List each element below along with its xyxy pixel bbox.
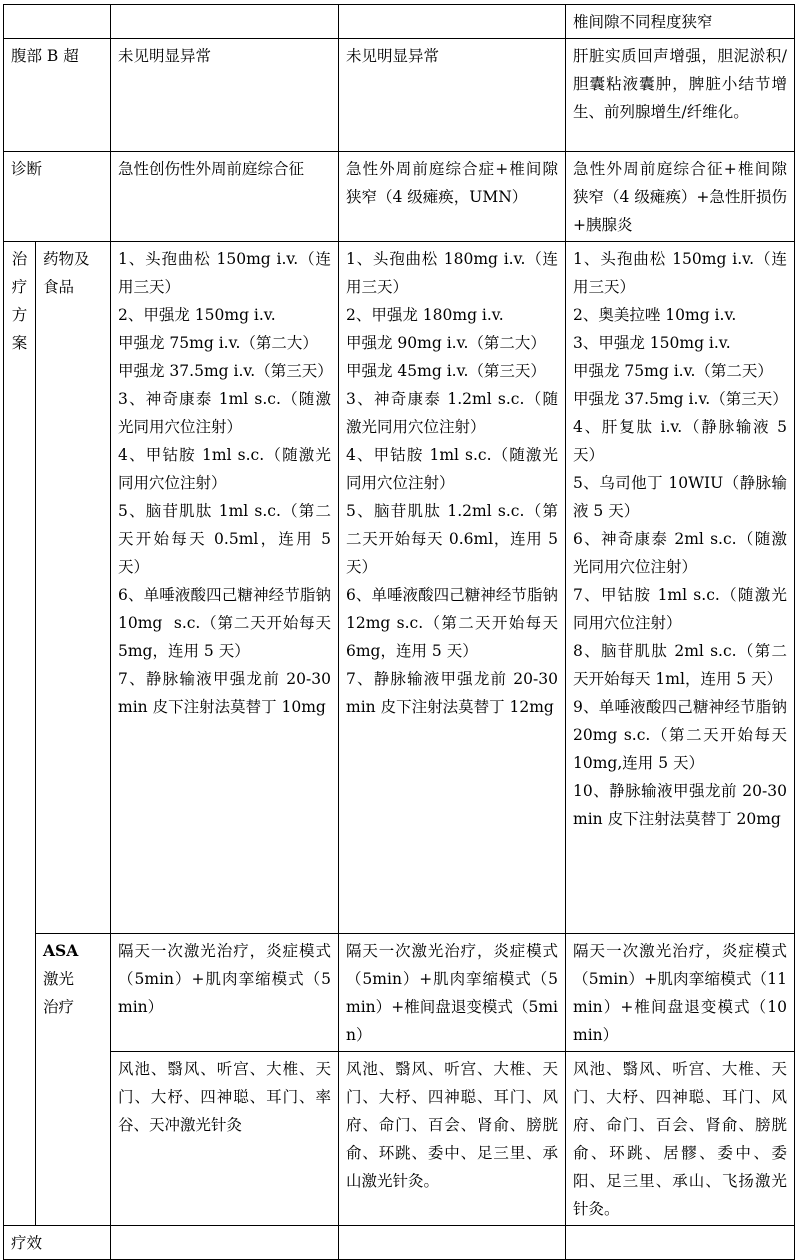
row-efficacy-label: 疗效: [4, 1226, 111, 1260]
table-row-ultrasound: [4, 39, 795, 152]
row-drugs-col1: [111, 242, 339, 934]
row-laser-label: [36, 934, 111, 1226]
drug-item: 2、奥美拉唑 10mg i.v.: [573, 306, 737, 324]
row-diagnosis-label: 诊断: [4, 152, 111, 242]
treatment-plan-label: [4, 242, 36, 1226]
drug-item: 6、单唾液酸四己糖神经节脂钠 10mg s.c.（第二天开始每天 5mg，连用 5 天）: [118, 586, 336, 660]
row-acupoints-col2: 风池、翳风、听宫、大椎、天门、大杼、四神聪、耳门、风府、命门、百会、肾俞、膀胱俞、环跳、委中、足三里、承山激光针灸。: [339, 1052, 566, 1226]
table-row-efficacy: [4, 1226, 795, 1260]
drug-item: 7、静脉输液甲强龙前 20-30min 皮下注射法莫替丁 10mg: [118, 670, 331, 716]
drug-item: 4、肝复肽 i.v.（静脉输液 5 天）: [573, 418, 792, 464]
row-diagnosis-col3: 急性外周前庭综合征+椎间隙狭窄（4 级瘫痪）+急性肝损伤+胰腺炎: [566, 152, 795, 242]
drug-item: 2、甲强龙 180mg i.v.: [346, 306, 504, 324]
treatment-plan-char: 疗: [11, 278, 28, 296]
row-acupoints-col1: 风池、翳风、听宫、大椎、天门、大杼、四神聪、耳门、率谷、天冲激光针灸: [111, 1052, 339, 1226]
drug-item: 8、脑苷肌肽 2ml s.c.（第二天开始每天 1ml，连用 5 天）: [573, 642, 787, 688]
table-row-drugs: [4, 242, 795, 934]
drug-item: 5、脑苷肌肽 1ml s.c.（第二天开始每天 0.5ml，连用 5 天）: [118, 502, 336, 576]
drug-item: 1、头孢曲松 180mg i.v.（连用三天）: [346, 250, 558, 296]
drug-item: 10、静脉输液甲强龙前 20-30min 皮下注射法莫替丁 20mg: [573, 782, 787, 828]
drug-item: 4、甲钴胺 1ml s.c.（随激光同用穴位注射）: [346, 446, 558, 492]
drug-item: 2、甲强龙 150mg i.v.: [118, 306, 276, 324]
row-diagnosis-col2: 急性外周前庭综合症+椎间隙狭窄（4 级瘫痪，UMN）: [339, 152, 566, 242]
row-drugs-col3: [566, 242, 795, 934]
treatment-comparison-table: [3, 4, 795, 1260]
row-top-col3: 椎间隙不同程度狭窄: [566, 5, 795, 39]
row-efficacy-col1: [111, 1226, 339, 1260]
row-drugs-col2: [339, 242, 566, 934]
drug-item: 1、头孢曲松 150mg i.v.（连用三天）: [118, 250, 331, 296]
drug-item: 7、甲钴胺 1ml s.c.（随激光同用穴位注射）: [573, 586, 787, 632]
row-laser-col3: 隔天一次激光治疗，炎症模式（5min）+肌肉挛缩模式（11min）+椎间盘退变模式（10min）: [566, 934, 795, 1052]
row-ultrasound-label: 腹部 B 超: [4, 39, 111, 152]
row-top-col2: [339, 5, 566, 39]
drug-item: 甲强龙 37.5mg i.v.（第三天）: [573, 390, 788, 408]
row-drugs-label: 药物及食品: [36, 242, 111, 934]
drug-item: 甲强龙 75mg i.v.（第二大）: [118, 334, 318, 352]
drug-item: 9、单唾液酸四己糖神经节脂钠 20mg s.c.（第二天开始每天 10mg,连用 5 天）: [573, 698, 792, 772]
row-laser-col1: 隔天一次激光治疗，炎症模式（5min）+肌肉挛缩模式（5min）: [111, 934, 339, 1052]
drug-item: 甲强龙 90mg i.v.（第二大）: [346, 334, 546, 352]
drug-item: 1、头孢曲松 150mg i.v.（连用三天）: [573, 250, 787, 296]
laser-label-line: 治疗: [43, 998, 75, 1016]
row-ultrasound-col2: 未见明显异常: [339, 39, 566, 152]
drug-item: 甲强龙 75mg i.v.（第二天）: [573, 362, 773, 380]
drug-item: 6、单唾液酸四己糖神经节脂钠 12mg s.c.（第二天开始每天 6mg，连用 5 天）: [346, 586, 563, 660]
drug-item: 3、神奇康泰 1.2ml s.c.（随激光同用穴位注射）: [346, 390, 558, 436]
drug-item: 6、神奇康泰 2ml s.c.（随激光同用穴位注射）: [573, 530, 787, 576]
row-efficacy-col3: [566, 1226, 795, 1260]
row-top-col1: [111, 5, 339, 39]
table-row-laser: [4, 934, 795, 1052]
drug-item: 甲强龙 45mg i.v.（第三天）: [346, 362, 546, 380]
row-ultrasound-col3: 肝脏实质回声增强，胆泥淤积/胆囊粘液囊肿，脾脏小结节增生、前列腺增生/纤维化。: [566, 39, 795, 152]
table-row-diagnosis: [4, 152, 795, 242]
row-ultrasound-col1: 未见明显异常: [111, 39, 339, 152]
treatment-plan-char: 治: [11, 250, 28, 268]
table-row-acupoints: [4, 1052, 795, 1226]
table-row-top: [4, 5, 795, 39]
drug-item: 5、脑苷肌肽 1.2ml s.c.（第二天开始每天 0.6ml，连用 5 天）: [346, 502, 563, 576]
drug-item: 4、甲钴胺 1ml s.c.（随激光同用穴位注射）: [118, 446, 331, 492]
drug-item: 7、静脉输液甲强龙前 20-30min 皮下注射法莫替丁 12mg: [346, 670, 558, 716]
drug-item: 3、甲强龙 150mg i.v.: [573, 334, 731, 352]
laser-label-line: ASA: [43, 941, 79, 960]
drug-item: 3、神奇康泰 1ml s.c.（随激光同用穴位注射）: [118, 390, 331, 436]
row-acupoints-col3: 风池、翳风、听宫、大椎、天门、大杼、四神聪、耳门、风府、命门、百会、肾俞、膀胱俞、环跳、居髎、委中、委阳、足三里、承山、飞扬激光针灸。: [566, 1052, 795, 1226]
row-top-label: [4, 5, 111, 39]
treatment-plan-char: 方: [11, 306, 28, 324]
drug-item: 甲强龙 37.5mg i.v.（第三天）: [118, 362, 333, 380]
row-laser-col2: 隔天一次激光治疗，炎症模式（5min）+肌肉挛缩模式（5min）+椎间盘退变模式（5min）: [339, 934, 566, 1052]
drug-item: 5、乌司他丁 10WIU（静脉输液 5 天）: [573, 474, 787, 520]
laser-label-line: 激光: [43, 970, 75, 988]
row-efficacy-col2: [339, 1226, 566, 1260]
row-diagnosis-col1: 急性创伤性外周前庭综合征: [111, 152, 339, 242]
treatment-plan-char: 案: [11, 334, 28, 352]
